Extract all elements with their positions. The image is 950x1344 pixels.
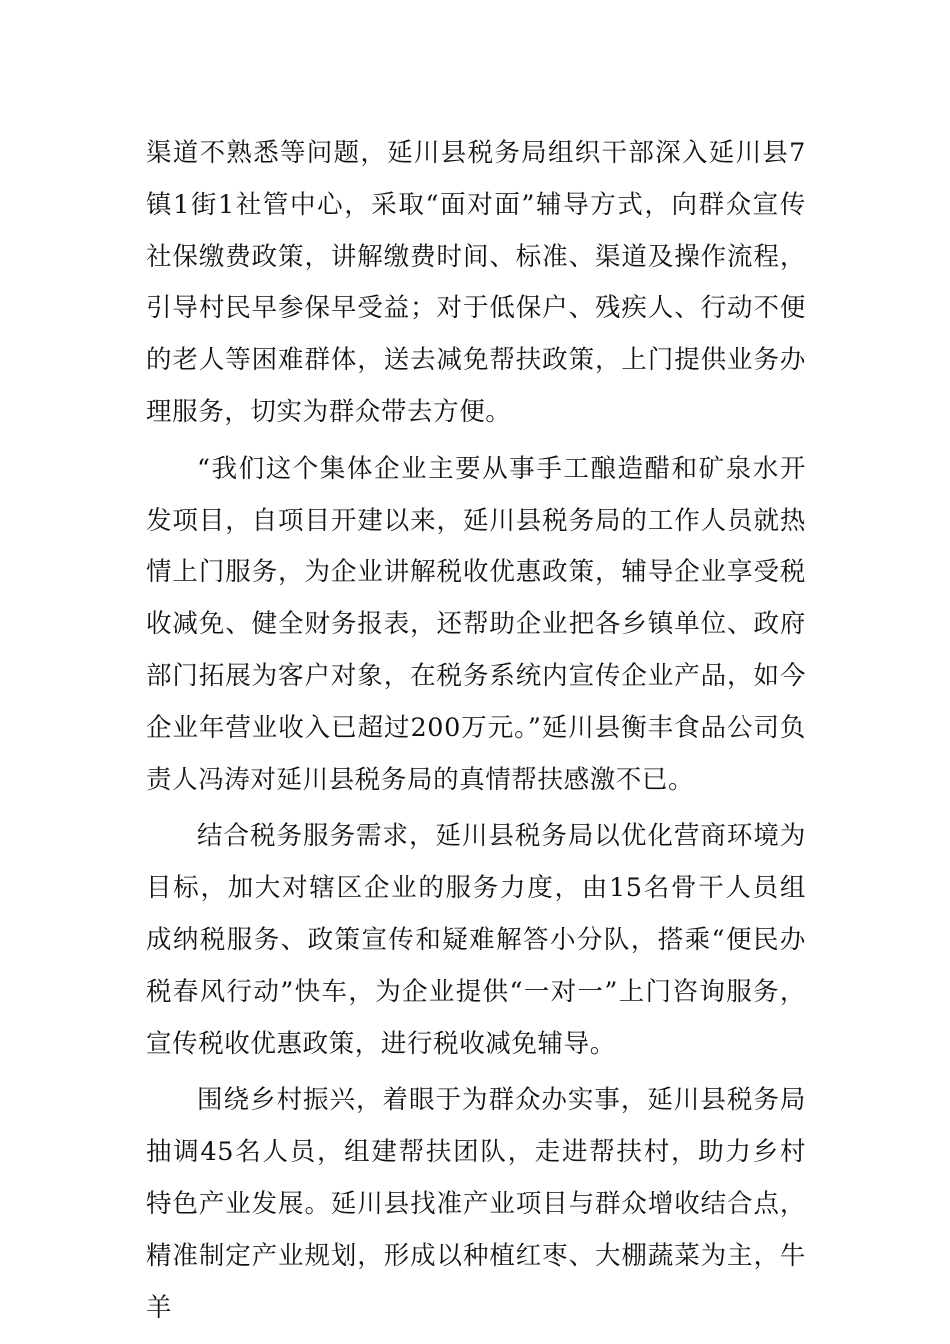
paragraph-rural-revitalization: 围绕乡村振兴，着眼于为群众办实事，延川县税务局抽调45名人员，组建帮扶团队，走进帮扶村，助力乡村特色产业发展。延川县找准产业项目与群众增收结合点，精准制定产业规划，形成以种植红枣、大棚蔬菜为主，牛羊 — [146, 1085, 806, 1323]
paragraph-continuation: 渠道不熟悉等问题，延川县税务局组织干部深入延川县7镇1街1社管中心，采取“面对面”辅导方式，向群众宣传社保缴费政策，讲解缴费时间、标准、渠道及操作流程，引导村民早参保早受益；对于低保户、残疾人、行动不便的老人等困难群体，送去减免帮扶政策，上门提供业务办理服务，切实为群众带去方便。 — [146, 138, 806, 427]
paragraph-tax-service: 结合税务服务需求，延川县税务局以优化营商环境为目标，加大对辖区企业的服务力度，由15名骨干人员组成纳税服务、政策宣传和疑难解答小分队，搭乘“便民办税春风行动”快车，为企业提供“一对一”上门咨询服务，宣传税收优惠政策，进行税收减免辅导。 — [146, 821, 806, 1059]
paragraph-enterprise-quote: “我们这个集体企业主要从事手工酿造醋和矿泉水开发项目，自项目开建以来，延川县税务局的工作人员就热情上门服务，为企业讲解税收优惠政策，辅导企业享受税收减免、健全财务报表，还帮助企业把各乡镇单位、政府部门拓展为客户对象，在税务系统内宣传企业产品，如今企业年营业收入已超过200万元。”延川县衡丰食品公司负责人冯涛对延川县税务局的真情帮扶感激不已。 — [146, 453, 806, 795]
article-body — [146, 128, 806, 1334]
